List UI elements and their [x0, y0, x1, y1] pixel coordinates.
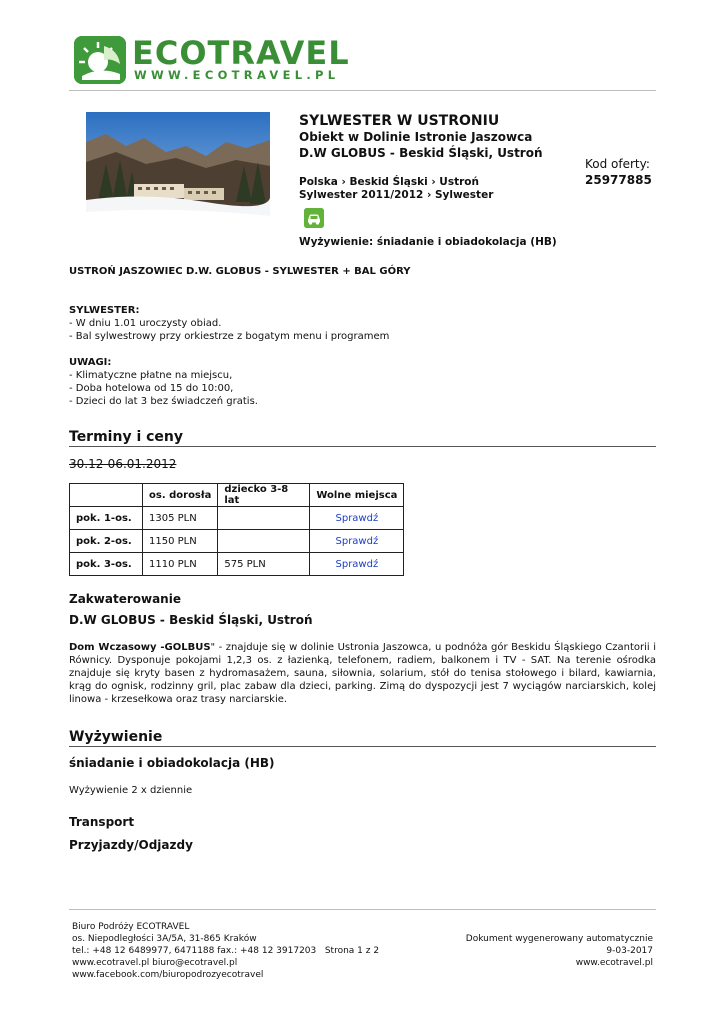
section-title-terms: Terminy i ceny — [69, 429, 184, 445]
child-price — [218, 530, 310, 553]
footer-line: www.facebook.com/biuropodrozyecotravel — [72, 970, 264, 980]
child-price: 575 PLN — [218, 553, 310, 576]
footer-contact — [72, 921, 379, 981]
room-type: pok. 1-os. — [70, 507, 143, 530]
accommodation-name: Dom Wczasowy -GOLBUS — [69, 642, 211, 653]
list-item: - Klimatyczne płatne na miejscu, — [69, 370, 233, 381]
ecotravel-logo — [74, 36, 354, 86]
check-availability-link[interactable]: Sprawdź — [310, 530, 404, 553]
hotel-photo — [86, 112, 270, 234]
footer-line: Dokument wygenerowany automatycznie — [465, 934, 653, 944]
adult-price: 1150 PLN — [143, 530, 218, 553]
column-header: Wolne miejsca — [310, 484, 404, 507]
footer-line: www.ecotravel.pl biuro@ecotravel.pl — [72, 958, 238, 968]
check-availability-link[interactable]: Sprawdź — [310, 553, 404, 576]
boarding-info: Wyżywienie: śniadanie i obiadokolacja (HB) — [299, 236, 557, 248]
sylwester-block — [69, 304, 389, 343]
room-type: pok. 3-os. — [70, 553, 143, 576]
check-availability-link[interactable]: Sprawdź — [310, 507, 404, 530]
child-price — [218, 507, 310, 530]
list-item: - Bal sylwestrowy przy orkiestrze z bogatym menu i programem — [69, 331, 390, 342]
adult-price: 1305 PLN — [143, 507, 218, 530]
section-title-arrivals: Przyjazdy/Odjazdy — [69, 838, 193, 852]
footer-line: tel.: +48 12 6489977, 6471188 fax.: +48 12 3917203 Strona 1 z 2 — [72, 946, 380, 956]
list-item: - W dniu 1.01 uroczysty obiad. — [69, 318, 222, 329]
table-row — [70, 507, 404, 530]
notes-heading: UWAGI: — [69, 357, 112, 368]
column-header — [70, 484, 143, 507]
footer-divider — [69, 909, 656, 910]
logo-url: WWW.ECOTRAVEL.PL — [134, 68, 340, 82]
section-divider — [69, 746, 656, 747]
offer-subtitle: Obiekt w Dolinie Istronie Jaszowca — [299, 130, 533, 144]
price-table — [69, 483, 404, 576]
offer-code-value: 25977885 — [585, 173, 652, 187]
footer-meta — [466, 933, 653, 969]
table-row — [70, 530, 404, 553]
offer-code-label: Kod oferty: — [585, 157, 650, 171]
meal-plan: śniadanie i obiadokolacja (HB) — [69, 756, 275, 770]
sylwester-heading: SYLWESTER: — [69, 305, 140, 316]
date-range: 30.12-06.01.2012 — [69, 457, 177, 471]
car-icon — [304, 208, 324, 228]
breadcrumb-location: Polska › Beskid Śląski › Ustroń — [299, 176, 479, 188]
table-header-row — [70, 484, 404, 507]
section-title-meals: Wyżywienie — [69, 729, 163, 745]
header-divider — [69, 90, 656, 91]
column-header: os. dorosła — [143, 484, 218, 507]
adult-price: 1110 PLN — [143, 553, 218, 576]
accommodation-description — [69, 641, 656, 706]
accommodation-hotel: D.W GLOBUS - Beskid Śląski, Ustroń — [69, 613, 313, 627]
footer-line: www.ecotravel.pl — [575, 958, 653, 968]
room-type: pok. 2-os. — [70, 530, 143, 553]
footer-line: Biuro Podróży ECOTRAVEL — [72, 922, 190, 932]
section-title-accommodation: Zakwaterowanie — [69, 592, 181, 606]
offer-title: SYLWESTER W USTRONIU — [299, 113, 500, 129]
column-header: dziecko 3-8 lat — [218, 484, 310, 507]
footer-line: 9-03-2017 — [606, 946, 653, 956]
accommodation-text: " - znajduje się w dolinie Ustronia Jaszowca, u podnóża gór Beskidu Śląskiego Czantorii i Równicy. Dysponuje pokojami 1,2,3 os. z łazienką, telefonem, radiem, balkonem i TV - SAT. Na terenie ośrodka znajduje się kryty basen z hydromasażem, sauna, siłownia, solarium, stół do tenisa stołowego i bilard, kawiarnia, krąg do ognisk, rodzinny gril, plac zabaw dla dzieci, parking. Zimą do dyspozycji jest 7 wyciągów narciarskich, kolej linowa - krzesełkowa oraz trasy narciarskie. — [69, 642, 656, 705]
breadcrumb-category: Sylwester 2011/2012 › Sylwester — [299, 189, 494, 201]
table-row — [70, 553, 404, 576]
list-item: - Dzieci do lat 3 bez świadczeń gratis. — [69, 396, 258, 407]
footer-line: os. Niepodległości 3A/5A, 31-865 Kraków — [72, 934, 257, 944]
meal-description: Wyżywienie 2 x dziennie — [69, 785, 193, 796]
logo-wordmark: ECOTRAVEL — [132, 34, 350, 72]
logo-emblem-icon — [74, 36, 126, 84]
offer-hotel: D.W GLOBUS - Beskid Śląski, Ustroń — [299, 146, 543, 160]
section-title-transport: Transport — [69, 815, 135, 829]
list-item: - Doba hotelowa od 15 do 10:00, — [69, 383, 234, 394]
section-divider — [69, 446, 656, 447]
notes-block — [69, 356, 258, 408]
offer-headline: USTROŃ JASZOWIEC D.W. GLOBUS - SYLWESTER + BAL GÓRY — [69, 266, 411, 277]
